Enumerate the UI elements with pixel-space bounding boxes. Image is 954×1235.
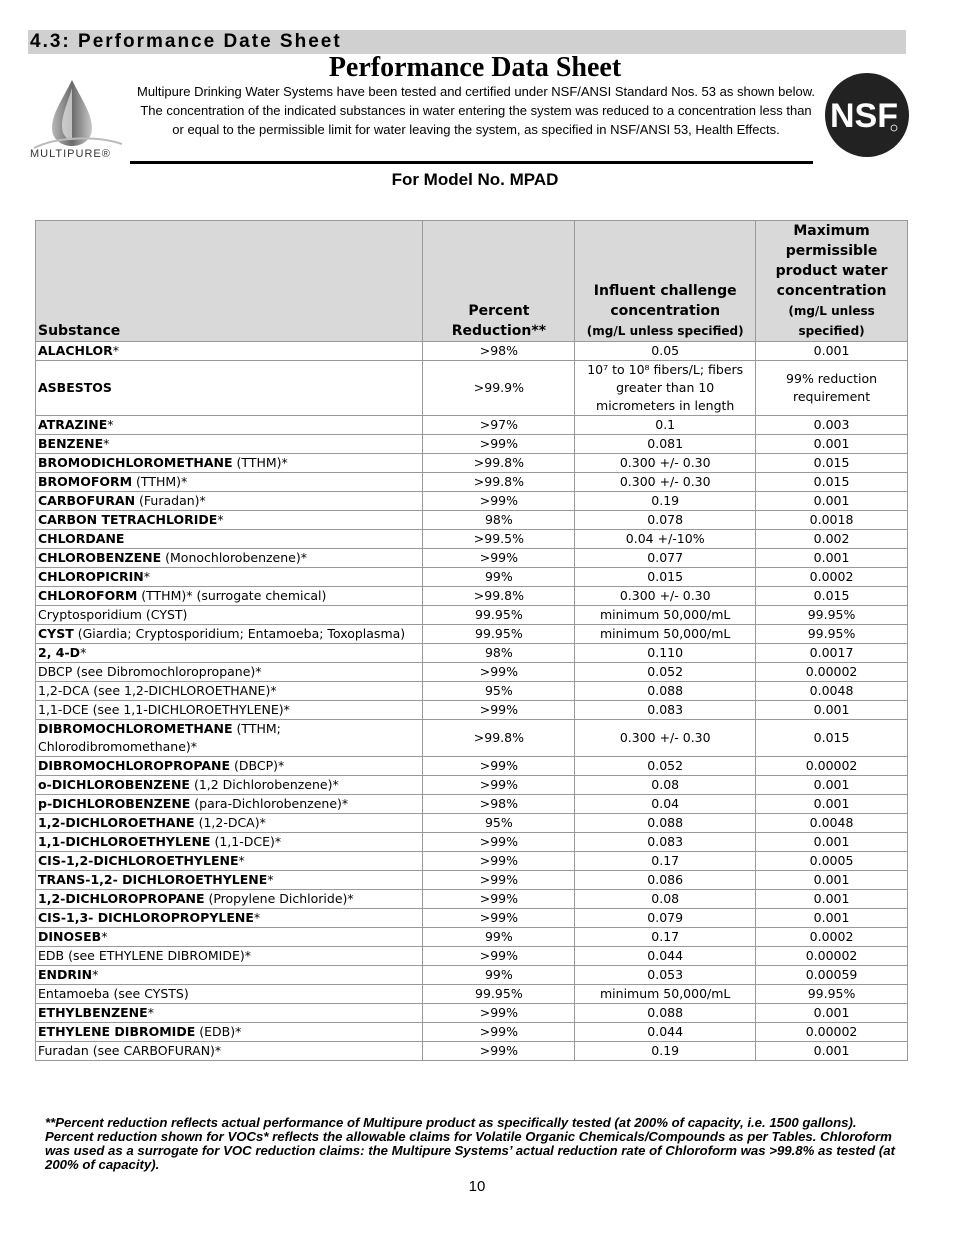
cell-max: 99.95% [756,625,908,644]
cell-percent: >99.8% [423,587,575,606]
header-influent: Influent challenge concentration (mg/L unless specified) [575,221,756,342]
cell-substance [36,549,423,568]
intro-paragraph: Multipure Drinking Water Systems have been tested and certified under NSF/ANSI Standard Nos. 53 as shown below. The concentration of the indicated substances in water entering the system was reduced to a concentration less than or equal to the permissible limit for water leaving the system, as specified in NSF/ANSI 53, Health Effects. [136,84,816,137]
cell-influent: 0.081 [575,435,756,454]
substance-note: * [238,853,245,868]
substance-bold: CHLOROPICRIN [38,569,144,584]
header-percent: Percent Reduction** [423,221,575,342]
cell-percent: >99% [423,435,575,454]
cell-influent: 0.078 [575,511,756,530]
substance-bold: 1,1-DICHLOROETHYLENE [38,834,211,849]
substance-note: * [103,436,110,451]
cell-percent: 99.95% [423,985,575,1004]
cell-percent: >99% [423,492,575,511]
cell-substance [36,511,423,530]
cell-influent: 0.052 [575,663,756,682]
cell-substance [36,795,423,814]
nsf-logo [824,72,910,158]
substance-bold: 2, 4-D [38,645,81,660]
cell-percent: >99% [423,1023,575,1042]
table-row [36,342,908,361]
cell-influent: 0.19 [575,1042,756,1061]
cell-percent: >99% [423,663,575,682]
header-rule [130,161,813,164]
cell-percent: >99.5% [423,530,575,549]
cell-influent: 0.300 +/- 0.30 [575,720,756,757]
substance-note: (TTHM)* [132,474,188,489]
substance-note: Entamoeba (see CYSTS) [38,986,189,1001]
table-row [36,435,908,454]
cell-max: 0.001 [756,833,908,852]
substance-bold: 1,2-DICHLOROPROPANE [38,891,205,906]
cell-substance [36,342,423,361]
cell-percent: >99.8% [423,454,575,473]
cell-influent: 0.05 [575,342,756,361]
substance-note: * [217,512,224,527]
cell-substance [36,966,423,985]
table-row [36,530,908,549]
substance-bold: ENDRIN [38,967,93,982]
substance-bold: CHLOROFORM [38,588,138,603]
cell-percent: >99% [423,833,575,852]
cell-substance [36,985,423,1004]
cell-max: 0.001 [756,795,908,814]
substance-note: * [112,343,119,358]
cell-percent: >99.9% [423,361,575,416]
cell-influent: 0.088 [575,682,756,701]
section-heading-bar [28,30,906,54]
substance-bold: o-DICHLOROBENZENE [38,777,190,792]
table-row [36,361,908,416]
substance-bold: ETHYLENE DIBROMIDE [38,1024,196,1039]
substance-bold: p-DICHLOROBENZENE [38,796,191,811]
cell-percent: >99% [423,852,575,871]
cell-max: 0.001 [756,435,908,454]
table-row [36,454,908,473]
cell-influent: 0.083 [575,833,756,852]
cell-percent: >99% [423,909,575,928]
cell-substance [36,701,423,720]
substance-note: * [267,872,274,887]
table-row [36,757,908,776]
cell-substance [36,871,423,890]
cell-percent: >99.8% [423,720,575,757]
multipure-logo-text: MULTIPURE® [30,148,111,160]
table-row [36,833,908,852]
cell-max: 0.001 [756,890,908,909]
cell-percent: 98% [423,644,575,663]
cell-influent: 0.088 [575,814,756,833]
table-row [36,947,908,966]
substance-bold: BROMODICHLOROMETHANE [38,455,233,470]
cell-influent: minimum 50,000/mL [575,625,756,644]
cell-substance [36,454,423,473]
cell-max: 0.0048 [756,682,908,701]
cell-influent: 0.088 [575,1004,756,1023]
cell-max: 0.015 [756,720,908,757]
cell-influent: 0.08 [575,890,756,909]
cell-substance [36,1004,423,1023]
substance-bold: CYST [38,626,74,641]
cell-max: 0.003 [756,416,908,435]
table-row [36,644,908,663]
table-row [36,587,908,606]
cell-substance [36,625,423,644]
substance-bold: CHLORDANE [38,531,125,546]
cell-max: 0.0005 [756,852,908,871]
cell-influent: 0.17 [575,928,756,947]
cell-substance [36,720,423,757]
cell-substance [36,682,423,701]
cell-percent: >99% [423,947,575,966]
cell-percent: >99% [423,1042,575,1061]
cell-influent: 0.04 +/-10% [575,530,756,549]
table-row [36,795,908,814]
cell-substance [36,361,423,416]
substance-note: DBCP (see Dibromochloropropane)* [38,664,262,679]
table-row [36,549,908,568]
table-row [36,871,908,890]
cell-substance [36,644,423,663]
substance-note: 1,1-DCE (see 1,1-DICHLOROETHYLENE)* [38,702,290,717]
cell-influent: 0.300 +/- 0.30 [575,454,756,473]
footnote: **Percent reduction reflects actual performance of Multipure product as specifically tested (at 200% of capacity, i.e. 1500 gallons). Percent reduction shown for VOCs* reflects the allowable claims for Volatile Organic Chemicals/Compounds as per Tables. Chloroform was used as a surrogate for VOC reduction claims: the Multipure Systems’ actual reduction rate of Chloroform was >99.8% as tested (at 200% of capacity). [45,1115,895,1172]
cell-influent: minimum 50,000/mL [575,985,756,1004]
cell-max: 0.001 [756,492,908,511]
page-title: Performance Data Sheet [328,52,622,83]
substance-note: * [92,967,99,982]
substance-note: * [143,569,151,584]
table-row [36,985,908,1004]
cell-max: 0.00002 [756,1023,908,1042]
table-row [36,720,908,757]
substance-bold: DINOSEB [38,929,102,944]
table-row [36,1023,908,1042]
cell-influent: 0.1 [575,416,756,435]
cell-max: 0.0017 [756,644,908,663]
table-row [36,511,908,530]
cell-percent: >97% [423,416,575,435]
cell-percent: >99.8% [423,473,575,492]
table-row [36,909,908,928]
substance-bold: BROMOFORM [38,474,133,489]
table-row [36,701,908,720]
cell-max: 0.002 [756,530,908,549]
cell-max: 0.001 [756,909,908,928]
cell-percent: >99% [423,890,575,909]
cell-influent: 0.086 [575,871,756,890]
substance-note: (para-Dichlorobenzene)* [190,796,349,811]
table-header-row [36,221,908,342]
substance-note: Furadan (see CARBOFURAN)* [38,1043,222,1058]
table-row [36,928,908,947]
cell-influent: 0.015 [575,568,756,587]
cell-percent: >99% [423,1004,575,1023]
table-row [36,416,908,435]
table-row [36,606,908,625]
cell-influent: 0.300 +/- 0.30 [575,473,756,492]
cell-max: 0.001 [756,342,908,361]
cell-substance [36,757,423,776]
cell-percent: 99.95% [423,606,575,625]
substance-note: (1,1-DCE)* [210,834,282,849]
cell-max: 0.0002 [756,928,908,947]
cell-percent: 95% [423,814,575,833]
cell-substance [36,890,423,909]
cell-max: 0.001 [756,1042,908,1061]
cell-substance [36,530,423,549]
cell-influent: 10⁷ to 10⁸ fibers/L; fibers greater than 10 micrometers in length [575,361,756,416]
substance-note: (TTHM)* [232,455,288,470]
cell-percent: 99% [423,928,575,947]
cell-substance [36,833,423,852]
substance-note: EDB (see ETHYLENE DIBROMIDE)* [38,948,252,963]
cell-percent: 99% [423,568,575,587]
cell-max: 0.015 [756,454,908,473]
substance-bold: CIS-1,3- DICHLOROPROPYLENE [38,910,254,925]
cell-max: 0.001 [756,1004,908,1023]
cell-substance [36,492,423,511]
substance-bold: TRANS-1,2- DICHLOROETHYLENE [38,872,268,887]
substance-note: (1,2 Dichlorobenzene)* [189,777,339,792]
substance-note: * [147,1005,154,1020]
substance-note: * [101,929,108,944]
cell-substance [36,852,423,871]
page-number: 10 [468,1178,486,1195]
cell-percent: 99% [423,966,575,985]
cell-influent: 0.044 [575,1023,756,1042]
cell-max: 0.00002 [756,757,908,776]
substance-note: * [80,645,87,660]
substance-note: (Furadan)* [135,493,206,508]
table-row [36,625,908,644]
cell-max: 0.015 [756,587,908,606]
cell-influent: 0.08 [575,776,756,795]
substance-note: (DBCP)* [230,758,285,773]
table-row [36,852,908,871]
model-heading: For Model No. MPAD [391,170,559,189]
cell-max: 0.015 [756,473,908,492]
cell-percent: 99.95% [423,625,575,644]
substance-bold: ALACHLOR [38,343,113,358]
cell-influent: 0.083 [575,701,756,720]
substance-note: (Giardia; Cryptosporidium; Entamoeba; Toxoplasma) [73,626,406,641]
cell-substance [36,1023,423,1042]
table-row [36,890,908,909]
cell-influent: 0.300 +/- 0.30 [575,587,756,606]
cell-max: 0.001 [756,776,908,795]
section-heading: 4.3: Performance Date Sheet [30,31,342,52]
substance-bold: CARBON TETRACHLORIDE [38,512,218,527]
table-row [36,1004,908,1023]
cell-substance [36,776,423,795]
cell-percent: >99% [423,757,575,776]
cell-percent: >99% [423,776,575,795]
cell-substance [36,587,423,606]
substance-bold: BENZENE [38,436,104,451]
cell-influent: 0.04 [575,795,756,814]
cell-substance [36,435,423,454]
table-row [36,966,908,985]
table-row [36,492,908,511]
substance-note: (EDB)* [195,1024,242,1039]
cell-percent: >98% [423,342,575,361]
substance-note: (Propylene Dichloride)* [204,891,354,906]
cell-percent: >99% [423,701,575,720]
cell-max: 0.00059 [756,966,908,985]
substance-note: (1,2-DCA)* [194,815,266,830]
table-row [36,663,908,682]
cell-influent: minimum 50,000/mL [575,606,756,625]
substance-note: * [107,417,114,432]
cell-max: 0.00002 [756,663,908,682]
table-row [36,776,908,795]
cell-influent: 0.053 [575,966,756,985]
cell-substance [36,568,423,587]
cell-percent: >99% [423,871,575,890]
cell-percent: >98% [423,795,575,814]
cell-influent: 0.19 [575,492,756,511]
cell-percent: 98% [423,511,575,530]
cell-substance [36,1042,423,1061]
substance-bold: ASBESTOS [38,380,112,395]
table-body [36,342,908,1061]
substance-bold: ETHYLBENZENE [38,1005,148,1020]
header-max: Maximum permissible product water concentration (mg/L unless specified) [756,221,908,342]
cell-substance [36,663,423,682]
cell-max: 99.95% [756,985,908,1004]
cell-substance [36,928,423,947]
cell-influent: 0.110 [575,644,756,663]
table-row [36,568,908,587]
substance-bold: CIS-1,2-DICHLOROETHYLENE [38,853,239,868]
cell-max: 99.95% [756,606,908,625]
cell-influent: 0.077 [575,549,756,568]
cell-substance [36,473,423,492]
cell-max: 0.0018 [756,511,908,530]
cell-substance [36,909,423,928]
cell-max: 0.001 [756,701,908,720]
substance-bold: DIBROMOCHLOROPROPANE [38,758,231,773]
cell-max: 0.00002 [756,947,908,966]
cell-max: 0.001 [756,871,908,890]
cell-influent: 0.052 [575,757,756,776]
cell-substance [36,416,423,435]
substance-note: (Monochlorobenzene)* [161,550,307,565]
substance-note: (TTHM; Chlorodibromomethane)* [38,721,281,754]
header-substance: Substance [36,221,423,342]
cell-max: 99% reduction requirement [756,361,908,416]
substance-bold: CARBOFURAN [38,493,136,508]
performance-table [35,220,908,1061]
cell-substance [36,814,423,833]
cell-max: 0.0048 [756,814,908,833]
cell-substance [36,606,423,625]
cell-influent: 0.17 [575,852,756,871]
cell-percent: 95% [423,682,575,701]
substance-note: * [253,910,261,925]
cell-substance [36,947,423,966]
table-row [36,473,908,492]
substance-note: Cryptosporidium (CYST) [38,607,188,622]
cell-influent: 0.044 [575,947,756,966]
substance-bold: CHLOROBENZENE [38,550,162,565]
substance-note: 1,2-DCA (see 1,2-DICHLOROETHANE)* [38,683,277,698]
table-row [36,682,908,701]
table-row [36,1042,908,1061]
substance-bold: 1,2-DICHLOROETHANE [38,815,195,830]
substance-note: (TTHM)* (surrogate chemical) [137,588,327,603]
table-row [36,814,908,833]
cell-max: 0.0002 [756,568,908,587]
cell-influent: 0.079 [575,909,756,928]
nsf-logo-text: NSF [830,97,898,135]
substance-bold: ATRAZINE [38,417,108,432]
cell-max: 0.001 [756,549,908,568]
cell-percent: >99% [423,549,575,568]
substance-bold: DIBROMOCHLOROMETHANE [38,721,233,736]
